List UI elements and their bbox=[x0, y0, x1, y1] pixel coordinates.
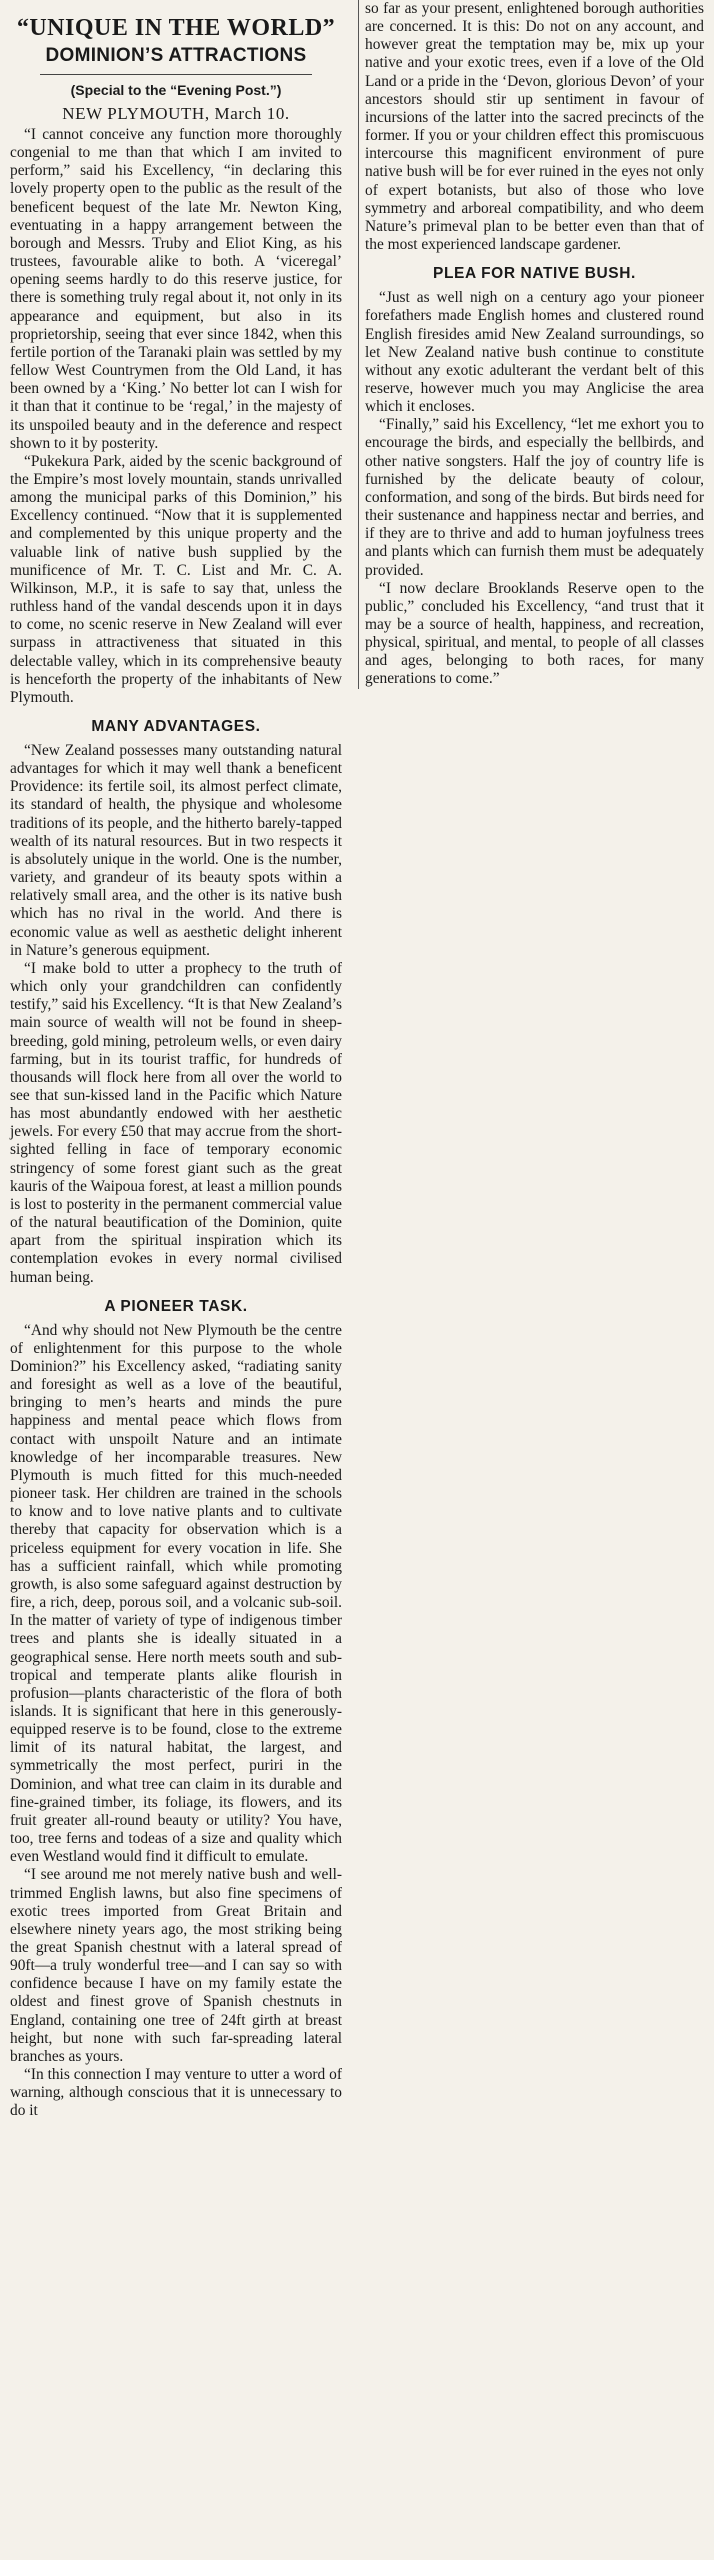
byline-special: (Special to the “Evening Post.”) bbox=[70, 82, 282, 98]
section-heading: MANY ADVANTAGES. bbox=[91, 718, 261, 735]
paragraph: “Pukekura Park, aided by the scenic background of the Empire’s most lovely mountain, stands unrivalled among the municipal parks of this Dominion,” his Excellency continued. “Now that it is supplemented and complemented by this unique property and the valuable link of native bush supplied by the munificence of Mr. T. C. List and Mr. C. A. Wilkinson, M.P., it is safe to say that, unless the ruthless hand of the vandal descends upon it in days to come, no scenic reserve in New Zealand will ever surpass in attractiveness that situated in this delectable valley, which in its comprehensive beauty is henceforth the property of the inhabitants of New Plymouth. bbox=[10, 452, 342, 706]
paragraph: so far as your present, enlightened borough authorities are concerned. It is this: Do not on any account, and however great the temptation may be, mix up your native and your exotic trees, even if a love of the Old Land or a pride in the ‘Devon, glorious Devon’ of your ancestors should stir up sentiment in favour of incursions of the latter into the sacred precincts of the former. If you or your children effect this promiscuous intercourse this magnificent environment of pure native bush will be for ever ruined in the eyes not only of expert botanists, but also of those who love symmetry and arboreal compatibility, and who deem Nature’s primeval plan to be better even than that of the most experienced landscape gardener. bbox=[365, 0, 704, 254]
paragraph: “I make bold to utter a prophecy to the truth of which only your grandchildren can confidently testify,” said his Excellency. “It is that New Zealand’s main source of wealth will not be found in sheep-breeding, gold mining, petroleum wells, or even dairy farming, but in its tourist traffic, for hundreds of thousands will flock here from all over the world to see that sun-kissed land in the Pacific which Nature has most abundantly endowed with her aesthetic jewels. For every £50 that may accrue from the short-sighted felling in face of temporary economic stringency of some forest giant such as the great kauris of the Waipoua forest, at least a million pounds is lost to posterity in the permanent commercial value of the natural beautification of the Dominion, quite apart from the spiritual inspiration which its contemplation evokes in every normal civilised human being. bbox=[10, 959, 342, 1286]
paragraph: “I see around me not merely native bush and well-trimmed English lawns, but also fine specimens of exotic trees imported from Great Britain and elsewhere ninety years ago, the most striking being the great Spanish chestnut with a lateral spread of 90ft—a truly wonderful tree—and I can say so with confidence because I have on my family estate the oldest and finest grove of Spanish chestnuts in England, containing one tree of 24ft girth at breast height, but none with such far-spreading lateral branches as yours. bbox=[10, 1866, 342, 2065]
section-heading: PLEA FOR NATIVE BUSH. bbox=[433, 265, 636, 283]
paragraph: “New Zealand possesses many outstanding natural advantages for which it may well thank a beneficent Providence: its fertile soil, its almost perfect climate, its standard of health, the physique and wholesome traditions of its people, and the hitherto barely-tapped wealth of its natural resources. But in two respects it is absolutely unique in the world. One is the number, variety, and grandeur of its beauty spots within a relatively small area, and the other is its native bush which has no rival in the world. And there is economic value as well as aesthetic delight inherent in Nature’s generous equipment. bbox=[10, 742, 342, 959]
subheadline: DOMINION’S ATTRACTIONS bbox=[45, 45, 307, 66]
paragraph: “Finally,” said his Excellency, “let me exhort you to encourage the birds, and especially the bellbirds, and other native songsters. Half the joy of country life is furnished by the delicate beauty of colour, conformation, and song of the birds. But birds need for their sustenance and happiness nectar and berries, and if they are to thrive and add to human joyfulness trees and plants which can furnish them must be adequately provided. bbox=[365, 416, 704, 579]
left-column bbox=[10, 14, 350, 2121]
paragraph: “In this connection I may venture to utter a word of warning, although conscious that it is unnecessary to do it bbox=[10, 2066, 342, 2120]
paragraph: “I cannot conceive any function more thoroughly congenial to me than that which I am invited to perform,” said his Excellency, “in declaring this lovely property open to the public as the result of the beneficent bequest of the late Mr. Newton King, eventuating in a happy arrangement between the borough and Messrs. Truby and Eliot King, as his trustees, favourable alike to both. A ‘viceregal’ opening seems hardly to do this reserve justice, for there is something truly regal about it, not only in its appearance and equipment, but also in its proprietorship, seeing that ever since 1842, when this fertile portion of the Taranaki plain was settled by my fellow West Countrymen from the Old Land, it has been owned by a ‘King.’ No better lot can I wish for it than that it continue to be ‘regal,’ in the majesty of its unspoiled beauty and in the deference and respect shown to it by posterity. bbox=[10, 126, 342, 452]
paragraph: “Just as well nigh on a century ago your pioneer forefathers made English homes and clustered round English firesides amid New Zealand surroundings, so let New Zealand native bush continue to constitute without any exotic adulterant the verdant belt of this reserve, however much you may Anglicise the area which it encloses. bbox=[365, 289, 704, 416]
section-heading: A PIONEER TASK. bbox=[104, 1297, 248, 1315]
right-column bbox=[358, 0, 704, 689]
paragraph: “And why should not New Plymouth be the centre of enlightenment for this purpose to the whole Dominion?” his Excellency asked, “radiating sanity and foresight as well as a love of the beautiful, bringing to men’s hearts and minds the pure happiness and mental peace which flows from contact with unspoilt Nature and an intimate knowledge of her incomparable treasures. New Plymouth is much fitted for this much-needed pioneer task. Her children are trained in the schools to know and to love native plants and to cultivate thereby that capacity for observation which is a priceless equipment for every vocation in life. She has a sufficient rainfall, which while promoting growth, is also some safeguard against destruction by fire, a rich, deep, porous soil, and a volcanic sub-soil. In the matter of variety of type of indigenous timber trees and plants she is ideally situated in a geographical sense. Here north meets south and sub-tropical and temperate plants alike flourish in profusion—plants characteristic of the flora of both islands. It is significant that here in this generously-equipped reserve is to be found, close to the extreme limit of its natural habitat, the largest, and symmetrically the most perfect, puriri in the Dominion, and what tree can claim in its durable and fine-grained timber, its foliage, its flowers, and its fruit greater all-round beauty or utility? You have, too, tree ferns and todeas of a size and quality which even Westland would find it difficult to emulate. bbox=[10, 1321, 342, 1866]
headline: “UNIQUE IN THE WORLD” bbox=[16, 15, 336, 41]
divider bbox=[40, 74, 312, 75]
paragraph: “I now declare Brooklands Reserve open to the public,” concluded his Excellency, “and trust that it may be a source of health, happiness, and recreation, physical, spiritual, and mental, to people of all classes and ages, belonging to both races, for many generations to come.” bbox=[365, 579, 704, 688]
dateline: NEW PLYMOUTH, March 10. bbox=[62, 104, 290, 123]
